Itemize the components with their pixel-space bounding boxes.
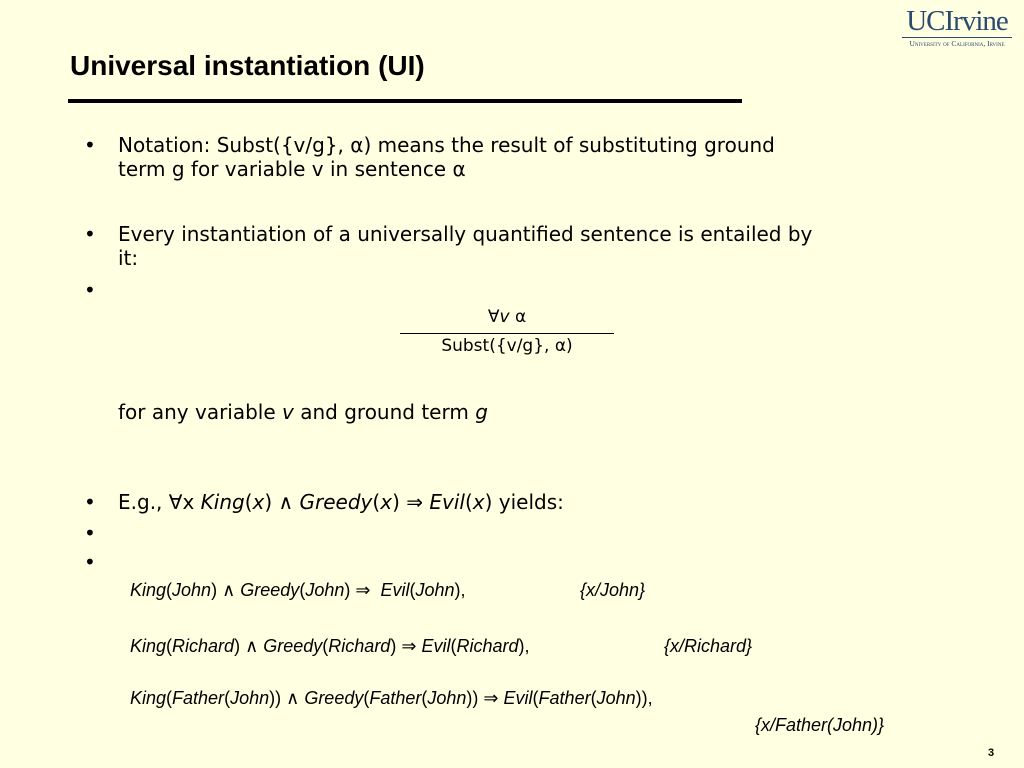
logo-subtitle: University of California, Irvine (909, 39, 1005, 48)
implies-symbol: ⇒ (401, 636, 417, 656)
bullet-entailment-line1: Every instantiation of a universally quantified sentence is entailed by (118, 222, 813, 246)
const-john: John (172, 580, 212, 600)
predicate-evil: Evil (421, 636, 451, 656)
predicate-evil: Evil (503, 688, 533, 708)
const-john: John (596, 688, 636, 708)
substitution-text: {x/Richard} (664, 636, 753, 656)
term-g: g (475, 400, 488, 424)
rule-alpha: α (514, 307, 527, 327)
text-segment: yields: (492, 490, 564, 514)
predicate-greedy: Greedy (299, 490, 373, 514)
implies-symbol: ⇒ (355, 580, 371, 600)
const-richard: Richard (172, 636, 235, 656)
substitution-john (580, 579, 645, 601)
function-father: Father (369, 688, 422, 708)
variable-v: v (282, 400, 294, 424)
rule-condition-text (118, 400, 488, 424)
paren: ( (372, 490, 381, 514)
predicate-greedy: Greedy (304, 688, 364, 708)
rule-premise (400, 306, 614, 328)
text-segment: for any variable (118, 400, 283, 424)
bullet-marker-empty: • (84, 278, 96, 302)
predicate-greedy: Greedy (263, 636, 323, 656)
text-segment: E.g., (118, 490, 169, 514)
predicate-greedy: Greedy (240, 580, 300, 600)
predicate-evil: Evil (429, 490, 465, 514)
bullet-example (118, 490, 918, 514)
const-john: John (415, 580, 455, 600)
example-john: King(John) ∧ Greedy(John) ⇒ Evil(John), (130, 580, 466, 600)
bullet-marker: • (84, 490, 96, 514)
and-symbol: ∧ (245, 636, 259, 656)
logo-divider (902, 37, 1012, 38)
const-john: John (427, 688, 467, 708)
paren: ) (264, 490, 273, 514)
substitution-text: {x/Father(John)} (755, 715, 885, 735)
example-richard: King(Richard) ∧ Greedy(Richard) ⇒ Evil(Richard), (130, 636, 530, 656)
bullet-marker-empty: • (84, 550, 96, 574)
rule-variable: v (499, 307, 510, 327)
example-father-john: King(Father(John)) ∧ Greedy(Father(John)) ⇒ Evil(Father(John)), (130, 688, 653, 708)
rule-conclusion: Subst({v/g}, α) (441, 336, 573, 356)
const-richard: Richard (328, 636, 391, 656)
forall-symbol: ∀ (487, 307, 500, 327)
rule-fraction-line (400, 333, 614, 334)
text-segment: and ground term (293, 400, 476, 424)
and-symbol: ∧ (222, 580, 236, 600)
bullet-notation-line1: Notation: Subst({v/g}, α) means the result of substituting ground (118, 133, 775, 157)
predicate-king: King (130, 580, 167, 600)
function-father: Father (538, 688, 591, 708)
slide-title: Universal instantiation (UI) (70, 50, 425, 81)
paren: ( (464, 490, 473, 514)
const-richard: Richard (456, 636, 519, 656)
bullet-marker-empty: • (84, 521, 96, 545)
and-symbol: ∧ (286, 688, 300, 708)
predicate-king: King (130, 636, 167, 656)
variable-x: x (472, 490, 485, 514)
variable-x: x (252, 490, 265, 514)
bullet-notation-line2: term g for variable v in sentence α (118, 157, 466, 181)
const-john: John (230, 688, 270, 708)
predicate-king: King (130, 688, 167, 708)
uci-logo (900, 6, 1014, 46)
implies-symbol: ⇒ (406, 490, 423, 514)
paren: ( (244, 490, 253, 514)
const-john: John (305, 580, 345, 600)
paren: ) (484, 490, 493, 514)
bullet-marker: • (84, 222, 96, 246)
bullet-entailment-line2: it: (118, 246, 139, 270)
variable-x: x (182, 490, 195, 514)
title-underline (68, 99, 742, 103)
substitution-richard (664, 635, 752, 657)
and-symbol: ∧ (278, 490, 294, 514)
variable-x: x (380, 490, 393, 514)
predicate-evil: Evil (380, 580, 410, 600)
page-number: 3 (988, 747, 995, 759)
substitution-text: {x/John} (580, 580, 646, 600)
predicate-king: King (200, 490, 245, 514)
bullet-marker: • (84, 133, 96, 157)
substitution-father-john (755, 714, 884, 736)
logo-wordmark: UCIrvine (906, 5, 1008, 37)
implies-symbol: ⇒ (483, 688, 499, 708)
forall-symbol: ∀ (168, 490, 183, 514)
function-father: Father (172, 688, 225, 708)
inference-rule (400, 304, 614, 364)
paren: ) (392, 490, 400, 514)
